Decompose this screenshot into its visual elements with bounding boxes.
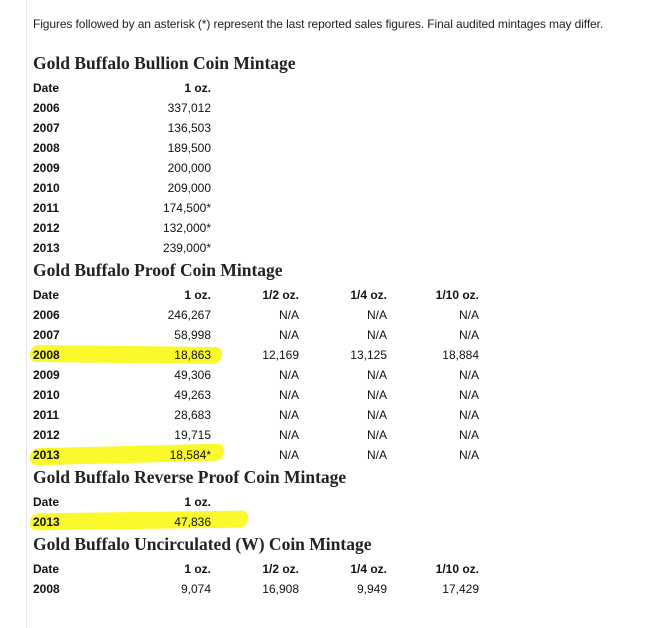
row-half-oz-value: 16,908 bbox=[262, 582, 299, 596]
row-quarter-oz-value: N/A bbox=[366, 388, 387, 402]
row-1oz-value: 189,500 bbox=[167, 141, 211, 155]
row-date: 2010 bbox=[33, 388, 60, 402]
col-header-half-oz: 1/2 oz. bbox=[262, 562, 299, 576]
bullion-table bbox=[33, 78, 211, 258]
table-header-row bbox=[33, 285, 479, 305]
col-header-1oz: 1 oz. bbox=[184, 495, 211, 509]
col-header-quarter-oz: 1/4 oz. bbox=[350, 562, 387, 576]
table-row bbox=[33, 118, 211, 138]
row-date: 2008 bbox=[33, 582, 60, 596]
col-header-date: Date bbox=[33, 562, 60, 576]
row-1oz-value: 136,503 bbox=[167, 121, 211, 135]
row-quarter-oz-value: N/A bbox=[366, 368, 387, 382]
bullion-title: Gold Buffalo Bullion Coin Mintage bbox=[33, 53, 296, 73]
col-header-1oz: 1 oz. bbox=[184, 288, 211, 302]
row-half-oz-value: N/A bbox=[278, 388, 299, 402]
table-row bbox=[33, 405, 479, 425]
col-header-date: Date bbox=[33, 495, 60, 509]
asterisk-note: Figures followed by an asterisk (*) represent the last reported sales figures. Final audited mintages may differ. bbox=[33, 17, 604, 31]
table-row bbox=[33, 325, 479, 345]
table-row bbox=[33, 579, 479, 599]
row-quarter-oz-value: N/A bbox=[366, 308, 387, 322]
row-1oz-value: 47,836 bbox=[174, 515, 211, 529]
row-tenth-oz-value: N/A bbox=[458, 388, 479, 402]
row-1oz-value: 174,500* bbox=[162, 201, 211, 215]
row-quarter-oz-value: N/A bbox=[366, 328, 387, 342]
row-date: 2013 bbox=[33, 448, 60, 462]
row-date: 2008 bbox=[33, 348, 60, 362]
table-header-row bbox=[33, 492, 211, 512]
row-date: 2011 bbox=[33, 408, 60, 422]
table-header-row bbox=[33, 559, 479, 579]
table-row bbox=[33, 385, 479, 405]
row-half-oz-value: 12,169 bbox=[262, 348, 299, 362]
table-row bbox=[33, 305, 479, 325]
row-tenth-oz-value: N/A bbox=[458, 428, 479, 442]
row-date: 2011 bbox=[33, 201, 60, 215]
row-date: 2009 bbox=[33, 368, 60, 382]
table-row bbox=[33, 238, 211, 258]
table-row bbox=[33, 198, 211, 218]
table-row bbox=[33, 365, 479, 385]
col-header-1oz: 1 oz. bbox=[184, 562, 211, 576]
row-date: 2007 bbox=[33, 328, 60, 342]
row-half-oz-value: N/A bbox=[278, 368, 299, 382]
col-header-half-oz: 1/2 oz. bbox=[262, 288, 299, 302]
col-header-tenth-oz: 1/10 oz. bbox=[435, 562, 479, 576]
row-1oz-value: 58,998 bbox=[174, 328, 211, 342]
table-row bbox=[33, 425, 479, 445]
table-row bbox=[33, 445, 479, 465]
uncirculated-table bbox=[33, 559, 479, 599]
row-date: 2006 bbox=[33, 101, 60, 115]
row-1oz-value: 246,267 bbox=[167, 308, 211, 322]
row-tenth-oz-value: N/A bbox=[458, 368, 479, 382]
row-tenth-oz-value: 18,884 bbox=[442, 348, 479, 362]
row-date: 2010 bbox=[33, 181, 60, 195]
row-half-oz-value: N/A bbox=[278, 328, 299, 342]
col-header-1oz: 1 oz. bbox=[184, 81, 211, 95]
col-header-date: Date bbox=[33, 288, 60, 302]
row-date: 2007 bbox=[33, 121, 60, 135]
row-1oz-value: 132,000* bbox=[162, 221, 211, 235]
row-1oz-value: 28,683 bbox=[174, 408, 211, 422]
col-header-tenth-oz: 1/10 oz. bbox=[435, 288, 479, 302]
col-header-quarter-oz: 1/4 oz. bbox=[350, 288, 387, 302]
uncirculated-title: Gold Buffalo Uncirculated (W) Coin Mintage bbox=[33, 534, 372, 554]
row-1oz-value: 200,000 bbox=[167, 161, 211, 175]
row-1oz-value: 209,000 bbox=[167, 181, 211, 195]
row-tenth-oz-value: 17,429 bbox=[442, 582, 479, 596]
table-row bbox=[33, 218, 211, 238]
col-header-date: Date bbox=[33, 81, 60, 95]
row-quarter-oz-value: N/A bbox=[366, 428, 387, 442]
row-half-oz-value: N/A bbox=[278, 428, 299, 442]
row-tenth-oz-value: N/A bbox=[458, 408, 479, 422]
table-row bbox=[33, 98, 211, 118]
table-row bbox=[33, 138, 211, 158]
reverse-proof-table bbox=[33, 492, 211, 532]
row-1oz-value: 18,863 bbox=[174, 348, 211, 362]
row-tenth-oz-value: N/A bbox=[458, 328, 479, 342]
row-date: 2008 bbox=[33, 141, 60, 155]
row-tenth-oz-value: N/A bbox=[458, 448, 479, 462]
row-date: 2006 bbox=[33, 308, 60, 322]
table-row bbox=[33, 345, 479, 365]
row-1oz-value: 239,000* bbox=[162, 241, 211, 255]
row-half-oz-value: N/A bbox=[278, 408, 299, 422]
row-date: 2012 bbox=[33, 428, 60, 442]
row-1oz-value: 18,584* bbox=[169, 448, 211, 462]
row-tenth-oz-value: N/A bbox=[458, 308, 479, 322]
table-row bbox=[33, 158, 211, 178]
row-1oz-value: 9,074 bbox=[180, 582, 211, 596]
table-header-row bbox=[33, 78, 211, 98]
row-1oz-value: 49,306 bbox=[174, 368, 211, 382]
table-row bbox=[33, 512, 211, 532]
row-quarter-oz-value: N/A bbox=[366, 448, 387, 462]
page-left-border bbox=[26, 0, 27, 628]
proof-title: Gold Buffalo Proof Coin Mintage bbox=[33, 260, 283, 280]
row-quarter-oz-value: 9,949 bbox=[356, 582, 387, 596]
proof-table bbox=[33, 285, 479, 465]
row-quarter-oz-value: 13,125 bbox=[350, 348, 387, 362]
row-date: 2012 bbox=[33, 221, 60, 235]
row-1oz-value: 49,263 bbox=[174, 388, 211, 402]
row-1oz-value: 337,012 bbox=[167, 101, 211, 115]
row-date: 2013 bbox=[33, 241, 60, 255]
table-row bbox=[33, 178, 211, 198]
row-quarter-oz-value: N/A bbox=[366, 408, 387, 422]
row-date: 2009 bbox=[33, 161, 60, 175]
reverse-proof-title: Gold Buffalo Reverse Proof Coin Mintage bbox=[33, 467, 347, 487]
row-half-oz-value: N/A bbox=[278, 308, 299, 322]
row-date: 2013 bbox=[33, 515, 60, 529]
row-half-oz-value: N/A bbox=[278, 448, 299, 462]
row-1oz-value: 19,715 bbox=[174, 428, 211, 442]
